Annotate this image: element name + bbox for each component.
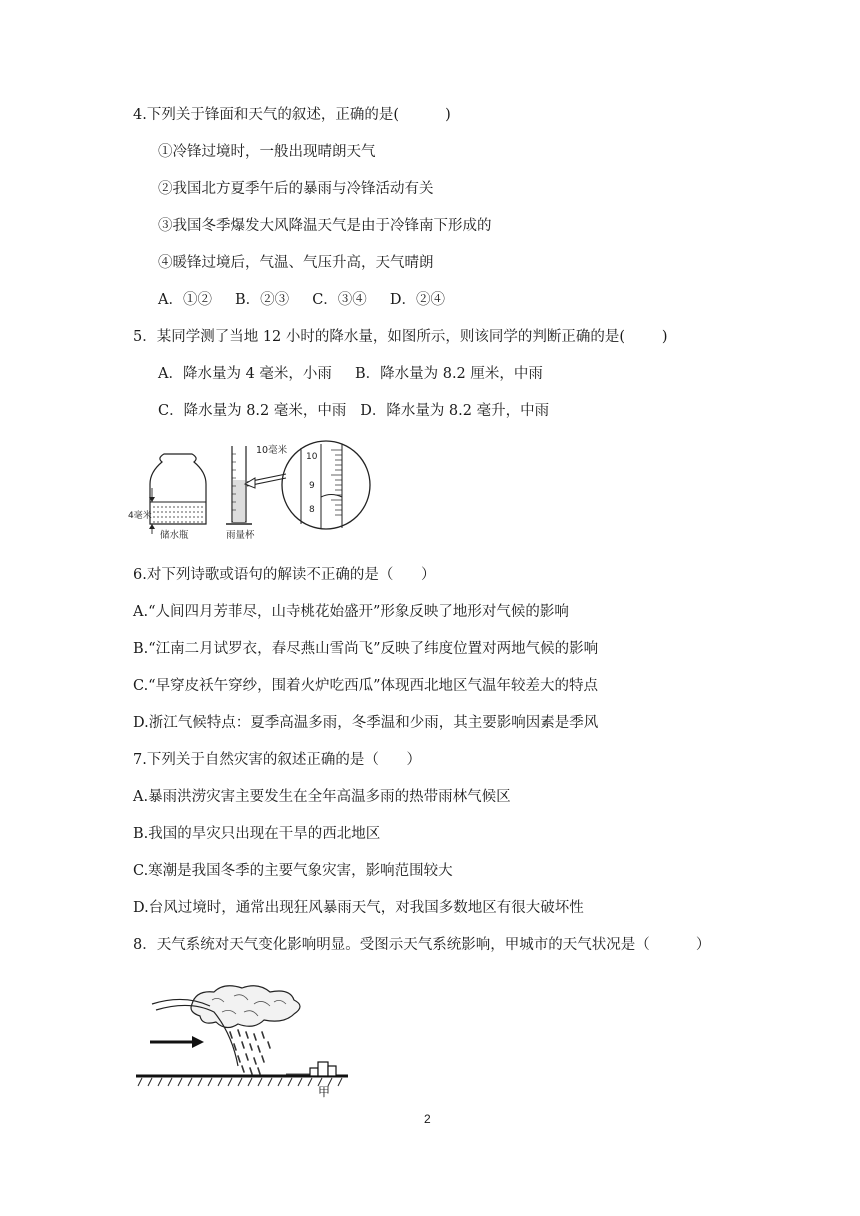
label-measuring-cup: 雨量杯 <box>226 530 255 541</box>
scale-label-9: 9 <box>309 481 315 491</box>
q7-option-b: B.我国的旱灾只出现在干旱的西北地区 <box>133 826 381 842</box>
q7-option-d: D.台风过境时，通常出现狂风暴雨天气，对我国多数地区有很大破坏性 <box>133 900 584 916</box>
q4-item-3: ③我国冬季爆发大风降温天气是由于冷锋南下形成的 <box>158 218 492 234</box>
measuring-cup-drawing <box>226 446 286 524</box>
storage-bottle-drawing <box>149 454 206 534</box>
ground-line <box>136 1076 348 1086</box>
magnified-scale-drawing <box>282 441 370 529</box>
q7-stem: 7.下列关于自然灾害的叙述正确的是（ ） <box>133 752 421 768</box>
page-number: 2 <box>424 1112 431 1126</box>
rain-gauge-figure <box>126 440 386 545</box>
city-buildings <box>286 1062 336 1076</box>
q4-options: A．①② B．②③ C．③④ D．②④ <box>158 292 445 308</box>
city-label-jia: 甲 <box>318 1085 331 1099</box>
q6-option-d: D.浙江气候特点：夏季高温多雨，冬季温和少雨，其主要影响因素是季风 <box>133 715 599 731</box>
q4-item-1: ①冷锋过境时，一般出现晴朗天气 <box>158 144 376 160</box>
q5-options-row2: C．降水量为 8.2 毫米，中雨 D．降水量为 8.2 毫升，中雨 <box>158 403 550 419</box>
q7-option-c: C.寒潮是我国冬季的主要气象灾害，影响范围较大 <box>133 863 453 879</box>
q6-option-a: A.“人间四月芳菲尽，山寺桃花始盛开”形象反映了地形对气候的影响 <box>133 604 569 620</box>
label-4mm: 4毫米 <box>128 511 152 521</box>
q6-option-b: B.“江南二月试罗衣，春尽燕山雪尚飞”反映了纬度位置对两地气候的影响 <box>133 641 599 657</box>
q4-item-2: ②我国北方夏季午后的暴雨与冷锋活动有关 <box>158 181 434 197</box>
cold-front-figure <box>134 982 364 1102</box>
wind-direction-arrow <box>150 1036 204 1048</box>
label-10mm: 10毫米 <box>256 445 288 456</box>
storm-cloud-drawing <box>152 986 300 1066</box>
scale-label-8: 8 <box>309 505 315 515</box>
q6-option-c: C.“早穿皮袄午穿纱，围着火炉吃西瓜”体现西北地区气温年较差大的特点 <box>133 678 599 694</box>
q8-stem: 8．天气系统对天气变化影响明显。受图示天气系统影响，甲城市的天气状况是（ ） <box>133 937 711 953</box>
label-storage-bottle: 储水瓶 <box>160 530 189 541</box>
q4-stem: 4.下列关于锋面和天气的叙述，正确的是( ) <box>133 107 451 123</box>
q6-stem: 6.对下列诗歌或语句的解读不正确的是（ ） <box>133 567 436 583</box>
q5-stem: 5．某同学测了当地 12 小时的降水量，如图所示，则该同学的判断正确的是( ) <box>133 329 668 345</box>
q4-item-4: ④暖锋过境后，气温、气压升高，天气晴朗 <box>158 255 434 271</box>
q7-option-a: A.暴雨洪涝灾害主要发生在全年高温多雨的热带雨林气候区 <box>133 789 511 805</box>
scale-label-10: 10 <box>306 452 318 462</box>
rain-streaks <box>230 1030 270 1074</box>
q5-options-row1: A．降水量为 4 毫米，小雨 B．降水量为 8.2 厘米，中雨 <box>158 366 543 382</box>
